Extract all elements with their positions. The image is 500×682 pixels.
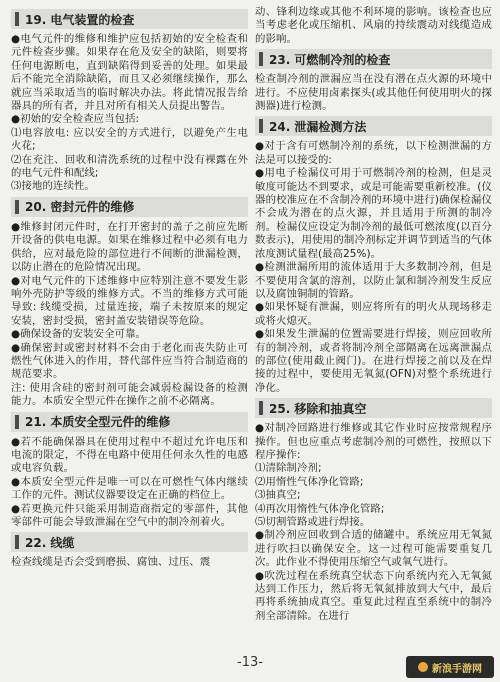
section-body [11,436,248,530]
section-title: 20. 密封元件的维修 [25,200,135,215]
paragraph: ●若更换元件只能采用制造商指定的零部件，其他零部件可能会导致泄漏在空气中的制冷剂着火。 [11,502,248,528]
section-body [255,73,492,113]
page-number: -13- [237,655,263,670]
paragraph: 注: 使用含硅的密封剂可能会减弱检漏设备的检测能力。本质安全型元件在操作之前不必隔离。 [11,381,248,408]
logo-text: 新浪手游网 [432,663,482,675]
paragraph: ●对制冷回路进行维修或其它作业时应按常规程序操作。但也应重点考虑制冷剂的可燃性，按照以下程序操作: [255,422,492,461]
paragraph: ●确保密封或密封材料不会由于老化而丧失防止可燃性气体进入的作用，替代部件应当符合制造商的规范要求。 [11,341,248,381]
paragraph: ●如果发生泄漏的位置需要进行焊接，则应回收所有的制冷剂，或者将制冷剂全部隔离在远离泄漏点的部位(使用截止阀门)。在进行焊接之前以及在焊接的过程中，要使用无氧氮(OFN)对整个系统进行净化。 [255,328,492,394]
paragraph: ●检测泄漏所用的流体适用于大多数制冷剂，但是不要使用含氯的溶剂，以防止氯和制冷剂发生反应以及腐蚀铜制的管路。 [255,261,492,300]
right-column [255,6,492,623]
section-title: 25. 移除和抽真空 [269,401,367,416]
section-header [11,197,248,217]
paragraph: ●用电子检漏仪可用于可燃制冷剂的检测，但是灵敏度可能达不到要求，或是可能需要重新校准。(仪器的校准应在不含制冷剂的环境中进行)确保检漏仪不会成为潜在的点火源，并且适用于所测的制冷剂。检漏仪应设定为制冷剂的最低可燃浓度(以百分数表示)，用使用的制冷剂标定并调节到适当的气体浓度测试量程(最高25%)。 [255,167,492,260]
section-marker-icon [259,401,263,415]
paragraph: ●制冷剂应回收到合适的储罐中。系统应用无氧氮进行吹扫以确保安全。这一过程可能需要重复几次。此作业不得使用压缩空气或氧气进行。 [255,529,492,569]
paragraph: ●维修封闭元件时，在打开密封的盖子之前应先断开设备的供电电源。如果在维修过程中必须有电力供给，应对最危险的部位进行不间断的泄漏检测，以防止潜在的危险情况出现。 [11,220,248,274]
section-header [11,412,248,432]
paragraph: ⑷再次用惰性气体净化管路; [255,502,385,515]
paragraph: ●对电气元件的下述维修中应特别注意不要发生影响外壳防护等级的维修方式。不当的维修方式可能导致: 线缆受损，过量连接，端子未按原来的规定安装，密封受损，密封盖安装错误等危险。 [11,274,248,327]
paragraph: ⑶接地的连续性。 [11,180,95,193]
paragraph: ●如果怀疑有泄漏，则应将所有的明火从现场移走或将火熄灭。 [255,301,492,327]
section-header [255,398,492,418]
section-body [255,422,492,623]
paragraph: ⑶抽真空; [255,489,301,502]
paragraph: ●吹洗过程在系统真空状态下向系统内充入无氧氮达到工作压力，然后将无氧氮排放到大气中，最后再将系统抽成真空。重复此过程直至系统中的制冷剂全部清除。在进行 [255,569,492,622]
section-header [11,532,248,552]
section-header [255,116,492,136]
section-body [255,6,492,46]
section-marker-icon [15,535,19,549]
paragraph: ⑵在充注、回收和清洗系统的过程中没有裸露在外的电气元件和配线; [11,153,248,180]
section-title: 22. 线缆 [25,535,75,550]
section-title: 24. 泄漏检测方法 [269,119,367,134]
section-body [11,556,248,569]
section-title: 23. 可燃制冷剂的检查 [269,52,391,67]
paragraph: ●电气元件的维修和维护应包括初始的安全检查和元件检查步骤。如果存在危及安全的缺陷，则要将任何电源断电，直到缺陷得到妥善的处理。如果最后不能完全消除缺陷，而且又必须继续操作，那么就应当采取适当的临时解决办法。将此情况报告给器具的所有者，并且对所有相关人员提出警告。 [11,33,248,113]
section-marker-icon [15,200,19,214]
section-marker-icon [259,119,263,133]
paragraph: ⑵用惰性气体净化管路; [255,475,364,488]
section-header [255,49,492,69]
paragraph: ⑸切割管路或进行焊接。 [255,516,371,528]
paragraph: 动、锋利边缘或其他不利环境的影响。该检查也应当考虑老化或压缩机、风扇的持续震动对线缆造成的影响。 [255,6,492,45]
paragraph: 检查线缆是否会受到磨损、腐蚀、过压、震 [11,556,211,569]
paragraph: ●初始的安全检查应当包括: [11,113,140,126]
paragraph: 检查制冷剂的泄漏应当在没有潜在点火源的环境中进行。不应使用卤素探头(或其他任何使用明火的探测器)进行检测。 [255,73,492,113]
section-marker-icon [15,12,19,26]
paragraph: ●本质安全型元件是唯一可以在可燃性气体内继续工作的元件。测试仪器要设定在正确的档位上。 [11,475,248,502]
section-title: 19. 电气装置的检查 [25,12,135,27]
section-body [255,140,492,395]
section-title: 21. 本质安全型元件的维修 [25,415,171,430]
section-marker-icon [15,415,19,429]
paragraph: ●确保设备的安装安全可靠。 [11,328,147,341]
paragraph: ●若不能确保器具在使用过程中不超过允许电压和电流的限定，不得在电路中使用任何永久性的电感或电容负载。 [11,435,248,475]
section-marker-icon [259,52,263,66]
section-header [11,9,248,29]
section-body [11,33,248,194]
left-column [11,6,248,570]
paragraph: ●对于含有可燃制冷剂的系统，以下检测泄漏的方法是可以接受的: [255,140,492,166]
section-body [11,221,248,409]
paragraph: ⑴电容放电: 应以安全的方式进行，以避免产生电火花; [11,126,248,153]
watermark-logo [406,656,494,678]
paragraph: ⑴清除制冷剂; [255,462,322,475]
